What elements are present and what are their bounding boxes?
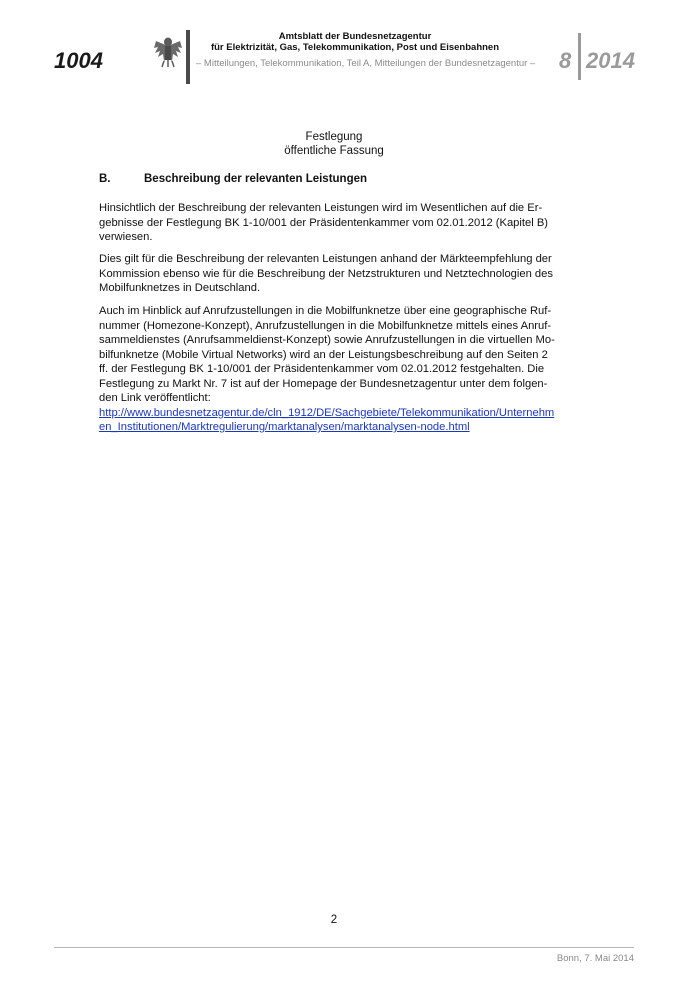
header-divider	[186, 30, 190, 84]
paragraph-line: gebnisse der Festlegung BK 1-10/001 der Präsidentenkammer vom 02.01.2012 (Kapitel B)	[99, 216, 549, 229]
paragraph-line: Auch im Hinblick auf Anrufzustellungen in die Mobilfunknetze über eine geographische Ruf-	[99, 305, 552, 317]
paragraph-line: nummer (Homezone-Konzept), Anrufzustellungen in die Mobilfunknetze mittels eines Anruf-	[99, 319, 552, 332]
issue-year: 2014	[586, 48, 635, 73]
paragraph-line: Kommission ebenso wie für die Beschreibung der Netzstrukturen und Netztechnologien des	[99, 267, 553, 280]
market-analysis-link[interactable]: http://www.bundesnetzagentur.de/cln_1912/DE/Sachgebiete/Telekommunikation/Unternehm	[99, 406, 555, 419]
market-analysis-link-continued[interactable]: en_Institutionen/Marktregulierung/marktanalysen/marktanalysen-node.html	[99, 421, 470, 433]
paragraph-line: Hinsichtlich der Beschreibung der relevanten Leistungen wird im Wesentlichen auf die Er-	[99, 202, 543, 214]
gazette-subtitle: für Elektrizität, Gas, Telekommunikation, Post und Eisenbahnen	[210, 42, 500, 53]
footer-divider	[54, 947, 634, 948]
paragraph-line: bilfunknetze (Mobile Virtual Networks) wird an der Leistungsbeschreibung auf den Seiten 2	[99, 348, 548, 361]
paragraph-2	[99, 252, 569, 296]
paragraph-line: sammeldienstes (Anrufsammeldienst-Konzept) sowie Anrufzustellungen in die virtuellen Mo-	[99, 334, 555, 346]
paragraph-1	[99, 201, 569, 245]
paragraph-line: Mobilfunknetzes in Deutschland.	[99, 282, 261, 294]
gazette-title: Amtsblatt der Bundesnetzagentur	[278, 31, 432, 42]
paragraph-line: verwiesen.	[99, 231, 153, 243]
issue-number: 8	[559, 48, 572, 73]
paragraph-line: Festlegung zu Markt Nr. 7 ist auf der Homepage der Bundesnetzagentur unter dem folgen-	[99, 377, 548, 390]
paragraph-3	[99, 304, 569, 435]
issue-divider	[578, 33, 581, 80]
document-subheading: öffentliche Fassung	[284, 145, 384, 157]
gazette-section: – Mitteilungen, Telekommunikation, Teil A, Mitteilungen der Bundesnetzagentur –	[196, 58, 536, 69]
document-heading: Festlegung	[305, 131, 363, 143]
footer-date: Bonn, 7. Mai 2014	[556, 953, 634, 964]
paragraph-line: den Link veröffentlicht:	[99, 392, 211, 404]
footer-page-number: 2	[330, 914, 338, 926]
paragraph-line: ff. der Festlegung BK 1-10/001 der Präsidentenkammer vom 02.01.2012 festgehalten. Die	[99, 363, 545, 375]
section-letter: B.	[99, 173, 111, 185]
paragraph-line: Dies gilt für die Beschreibung der relevanten Leistungen anhand der Märkteempfehlung der	[99, 253, 552, 265]
page-number: 1004	[54, 48, 103, 73]
federal-eagle-icon	[152, 34, 184, 68]
section-title: Beschreibung der relevanten Leistungen	[144, 173, 368, 185]
